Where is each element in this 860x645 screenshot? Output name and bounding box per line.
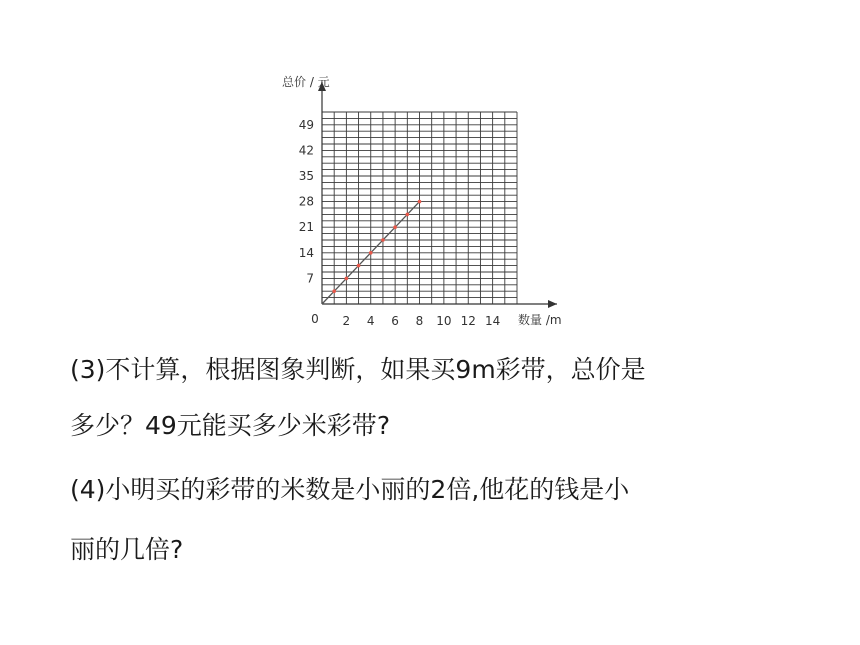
question-4-line-1: (4)小明买的彩带的米数是小丽的2倍,他花的钱是小 bbox=[70, 475, 630, 504]
x-axis-title: 数量 /m bbox=[518, 313, 562, 327]
y-tick-label: 35 bbox=[298, 169, 314, 183]
question-3-line-1: (3)不计算，根据图象判断，如果买9m彩带，总价是 bbox=[70, 355, 646, 384]
question-3-line-2: 多少？49元能买多少米彩带? bbox=[70, 411, 391, 440]
x-tick-label: 12 bbox=[460, 314, 476, 328]
data-point bbox=[418, 200, 422, 204]
data-point bbox=[406, 213, 410, 217]
data-point bbox=[357, 264, 361, 268]
data-point bbox=[393, 225, 397, 229]
x-tick-label: 4 bbox=[366, 314, 375, 328]
x-tick-label: 6 bbox=[391, 314, 399, 328]
y-tick-label: 28 bbox=[298, 194, 314, 209]
y-tick-label: 14 bbox=[298, 245, 314, 260]
x-tick-label: 14 bbox=[484, 314, 501, 328]
origin-label: 0 bbox=[311, 312, 319, 326]
x-axis-arrow bbox=[548, 300, 557, 308]
y-tick-label: 7 bbox=[306, 271, 314, 286]
question-4-line-2: 丽的几倍? bbox=[70, 535, 184, 564]
x-tick-label: 10 bbox=[436, 314, 452, 328]
y-tick-label: 49 bbox=[298, 117, 314, 132]
y-axis-title: 总价 / 元 bbox=[282, 75, 330, 89]
y-tick-label: 42 bbox=[298, 143, 314, 158]
x-tick-label: 2 bbox=[342, 314, 351, 328]
data-point bbox=[381, 238, 385, 242]
x-tick-label: 8 bbox=[415, 314, 424, 328]
grid bbox=[322, 112, 517, 304]
data-point bbox=[369, 251, 373, 255]
y-tick-label: 21 bbox=[298, 220, 314, 235]
data-point bbox=[345, 277, 349, 281]
data-point bbox=[332, 289, 336, 293]
